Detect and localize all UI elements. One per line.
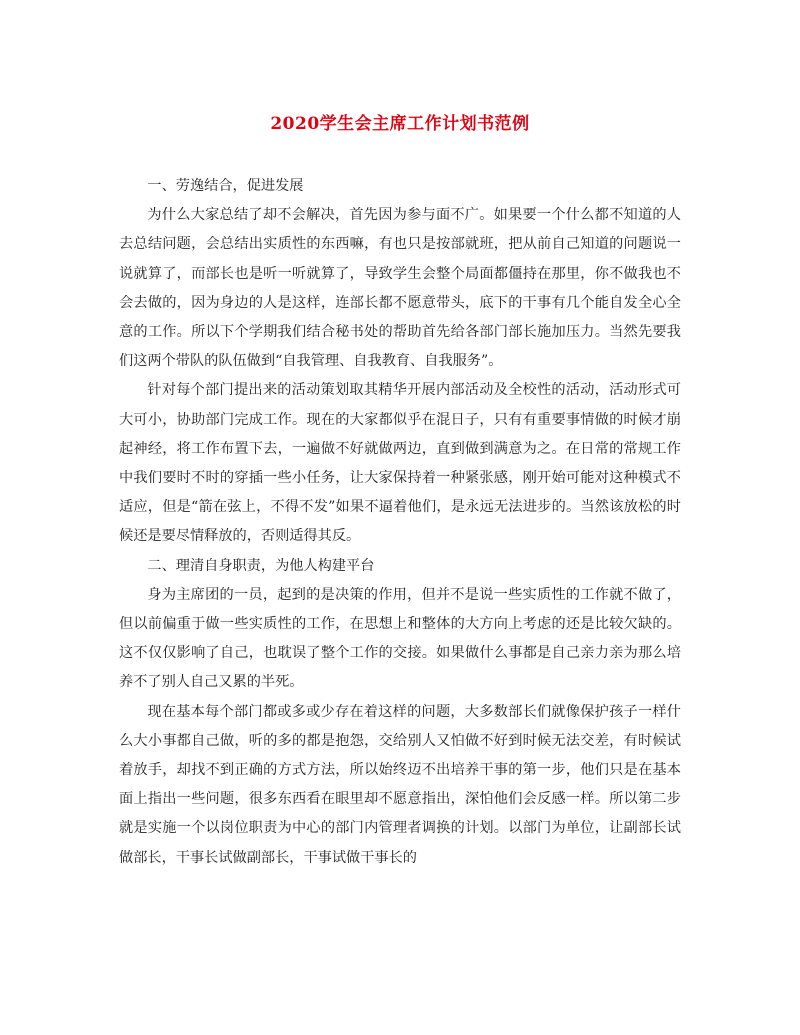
section-heading-1: 一、劳逸结合，促进发展 xyxy=(147,178,304,194)
paragraph-2: 针对每个部门提出来的活动策划取其精华开展内部活动及全校性的活动，活动形式可大可小，协助部门完成工作。现在的大家都似乎在混日子，只有有重要事情做的时候才崩起神经，将工作布置下去，一遍做不好就做两边，直到做到满意为之。在日常的常规工作中我们要时不时的穿插一些小任务，让大家保持着一种紧张感，刚开始可能对这种模式不适应，但是“箭在弦上，不得不发”如果不逼着他们，是永远无法进步的。当然该放松的时候还是要尽情释放的，否则适得其反。 xyxy=(119,382,681,545)
document-title: 2020学生会主席工作计划书范例 xyxy=(270,114,530,134)
paragraph-4: 现在基本每个部门都或多或少存在着这样的问题，大多数部长们就像保护孩子一样什么大小事都自己做，听的多的都是抱怨，交给别人又怕做不好到时候无法交差，有时候试着放手，却找不到正确的方式方法，所以始终迈不出培养干事的第一步，他们只是在基本面上指出一些问题，很多东西看在眼里却不愿意指出，深怕他们会反感一样。所以第二步就是实施一个以岗位职责为中心的部门内管理者调换的计划。以部门为单位，让副部长试做部长，干事长试做副部长，干事试做干事长的 xyxy=(119,703,681,866)
paragraph-1: 为什么大家总结了却不会解决，首先因为参与面不广。如果要一个什么都不知道的人去总结问题，会总结出实质性的东西嘛，有也只是按部就班，把从前自己知道的问题说一说就算了，而部长也是听一听就算了，导致学生会整个局面都僵持在那里，你不做我也不会去做的，因为身边的人是这样，连部长都不愿意带头，底下的干事有几个能自发全心全意的工作。所以下个学期我们结合秘书处的帮助首先给各部门部长施加压力。当然先要我们这两个带队的队伍做到“自我管理、自我教育、自我服务”。 xyxy=(119,207,681,370)
paragraph-3: 身为主席团的一员，起到的是决策的作用，但并不是说一些实质性的工作就不做了，但以前偏重于做一些实质性的工作，在思想上和整体的大方向上考虑的还是比较欠缺的。这不仅仅影响了自己，也耽误了整个工作的交接。如果做什么事都是自己亲力亲为那么培养不了别人自己又累的半死。 xyxy=(119,586,681,691)
document-body xyxy=(119,172,681,873)
section-heading-2: 二、理清自身职责，为他人构建平台 xyxy=(147,557,375,574)
